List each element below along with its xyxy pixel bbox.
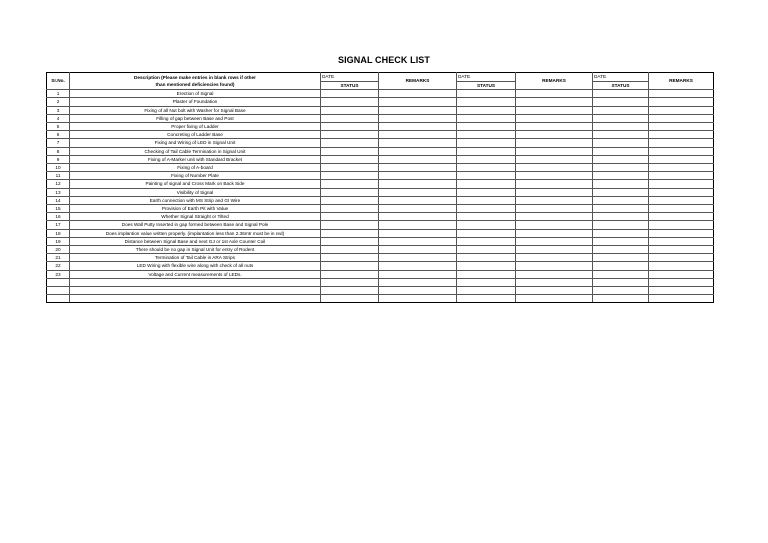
row-remarks-2[interactable] — [516, 262, 593, 270]
row-status-3[interactable] — [593, 155, 649, 163]
row-sr-no: 17 — [47, 221, 70, 229]
row-sr-no: 20 — [47, 246, 70, 254]
row-status-1[interactable] — [321, 131, 379, 139]
row-description: Whether Signal Straight or Tilted — [70, 213, 321, 221]
row-remarks-1[interactable] — [379, 262, 457, 270]
table-row — [47, 287, 714, 295]
row-status-3[interactable] — [593, 287, 649, 295]
row-status-1[interactable] — [321, 254, 379, 262]
row-remarks-1[interactable] — [379, 221, 457, 229]
row-sr-no: 2 — [47, 98, 70, 106]
row-remarks-3[interactable] — [649, 278, 714, 286]
table-row — [47, 131, 714, 139]
row-status-2[interactable] — [457, 98, 516, 106]
row-remarks-2[interactable] — [516, 164, 593, 172]
row-status-1[interactable] — [321, 123, 379, 131]
row-status-3[interactable] — [593, 205, 649, 213]
row-remarks-1[interactable] — [379, 295, 457, 303]
row-status-1[interactable] — [321, 114, 379, 122]
row-status-3[interactable] — [593, 98, 649, 106]
row-sr-no: 11 — [47, 172, 70, 180]
row-status-1[interactable] — [321, 295, 379, 303]
row-status-2[interactable] — [457, 229, 516, 237]
row-status-3[interactable] — [593, 237, 649, 245]
row-remarks-3[interactable] — [649, 139, 714, 147]
row-description: Fixing of all Nut bolt with Washer for Signal Base — [70, 106, 321, 114]
row-sr-no: 19 — [47, 237, 70, 245]
row-remarks-1[interactable] — [379, 278, 457, 286]
row-description: Concreting of Ladder Base — [70, 131, 321, 139]
table-row — [47, 229, 714, 237]
row-status-3[interactable] — [593, 139, 649, 147]
row-remarks-2[interactable] — [516, 123, 593, 131]
row-status-2[interactable] — [457, 106, 516, 114]
row-sr-no: 16 — [47, 213, 70, 221]
table-row — [47, 180, 714, 188]
row-remarks-1[interactable] — [379, 98, 457, 106]
row-sr-no: 4 — [47, 114, 70, 122]
row-status-2[interactable] — [457, 278, 516, 286]
row-status-1[interactable] — [321, 213, 379, 221]
row-remarks-2[interactable] — [516, 98, 593, 106]
row-remarks-2[interactable] — [516, 221, 593, 229]
row-sr-no — [47, 278, 70, 286]
table-row — [47, 270, 714, 278]
row-remarks-2[interactable] — [516, 213, 593, 221]
row-status-2[interactable] — [457, 287, 516, 295]
row-remarks-3[interactable] — [649, 123, 714, 131]
row-remarks-1[interactable] — [379, 254, 457, 262]
row-remarks-2[interactable] — [516, 90, 593, 98]
row-status-2[interactable] — [457, 147, 516, 155]
table-row — [47, 196, 714, 204]
row-status-3[interactable] — [593, 123, 649, 131]
row-status-1[interactable] — [321, 188, 379, 196]
row-status-3[interactable] — [593, 295, 649, 303]
row-status-2[interactable] — [457, 196, 516, 204]
row-description: Checking of Tail Cable Termination in Signal Unit — [70, 147, 321, 155]
row-remarks-2[interactable] — [516, 229, 593, 237]
table-row — [47, 155, 714, 163]
row-status-2[interactable] — [457, 295, 516, 303]
table-row — [47, 90, 714, 98]
row-remarks-1[interactable] — [379, 180, 457, 188]
row-status-3[interactable] — [593, 114, 649, 122]
row-remarks-3[interactable] — [649, 270, 714, 278]
row-description: LED Wiring with flexible wire along with check of all nuts — [70, 262, 321, 270]
row-description: Erection of Signal — [70, 90, 321, 98]
table-row — [47, 106, 714, 114]
row-sr-no: 7 — [47, 139, 70, 147]
table-row — [47, 172, 714, 180]
row-status-1[interactable] — [321, 90, 379, 98]
row-remarks-1[interactable] — [379, 155, 457, 163]
row-status-3[interactable] — [593, 188, 649, 196]
header-remarks-3: REMARKS — [649, 73, 714, 90]
row-remarks-3[interactable] — [649, 254, 714, 262]
row-status-1[interactable] — [321, 278, 379, 286]
row-status-3[interactable] — [593, 278, 649, 286]
row-status-1[interactable] — [321, 155, 379, 163]
row-status-2[interactable] — [457, 213, 516, 221]
row-remarks-2[interactable] — [516, 205, 593, 213]
row-remarks-3[interactable] — [649, 172, 714, 180]
row-remarks-1[interactable] — [379, 287, 457, 295]
row-remarks-2[interactable] — [516, 155, 593, 163]
table-row — [47, 205, 714, 213]
row-remarks-2[interactable] — [516, 114, 593, 122]
row-status-1[interactable] — [321, 229, 379, 237]
row-remarks-1[interactable] — [379, 205, 457, 213]
table-row — [47, 262, 714, 270]
row-sr-no — [47, 295, 70, 303]
row-description: Plaster of Foundation — [70, 98, 321, 106]
row-remarks-1[interactable] — [379, 172, 457, 180]
row-remarks-2[interactable] — [516, 139, 593, 147]
row-remarks-1[interactable] — [379, 188, 457, 196]
row-status-2[interactable] — [457, 139, 516, 147]
row-status-2[interactable] — [457, 90, 516, 98]
row-status-1[interactable] — [321, 287, 379, 295]
row-remarks-2[interactable] — [516, 196, 593, 204]
row-description: Fixing of Number Plate — [70, 172, 321, 180]
row-remarks-1[interactable] — [379, 114, 457, 122]
row-status-3[interactable] — [593, 213, 649, 221]
header-description — [70, 73, 321, 90]
row-remarks-1[interactable] — [379, 106, 457, 114]
header-remarks-1: REMARKS — [379, 73, 457, 90]
row-status-2[interactable] — [457, 237, 516, 245]
table-row — [47, 278, 714, 286]
row-description: Provision of Earth Pit with Value — [70, 205, 321, 213]
row-sr-no: 18 — [47, 229, 70, 237]
row-description: Voltage and Current measurements of LEDs. — [70, 270, 321, 278]
header-description-line1: Description (Please make entries in blank rows if other — [134, 74, 256, 80]
header-row-1 — [47, 73, 714, 82]
row-description: Fixing of A-board — [70, 164, 321, 172]
row-remarks-3[interactable] — [649, 229, 714, 237]
row-remarks-3[interactable] — [649, 90, 714, 98]
header-date-2: DATE — [457, 73, 516, 82]
header-status-3: STATUS — [593, 82, 649, 90]
row-description: Earth connection with MS Strip and GI Wire — [70, 196, 321, 204]
row-status-2[interactable] — [457, 205, 516, 213]
row-status-3[interactable] — [593, 246, 649, 254]
row-status-2[interactable] — [457, 180, 516, 188]
row-remarks-3[interactable] — [649, 237, 714, 245]
row-sr-no: 3 — [47, 106, 70, 114]
row-status-1[interactable] — [321, 246, 379, 254]
row-status-1[interactable] — [321, 139, 379, 147]
row-remarks-3[interactable] — [649, 188, 714, 196]
signal-check-list-table — [46, 72, 714, 303]
row-status-1[interactable] — [321, 262, 379, 270]
row-sr-no: 5 — [47, 123, 70, 131]
row-status-2[interactable] — [457, 246, 516, 254]
header-status-1: STATUS — [321, 82, 379, 90]
row-description: Distance between Signal Base and next GJ or 1st Axle Counter Coil — [70, 237, 321, 245]
row-description: Filling of gap between Base and Post — [70, 114, 321, 122]
row-sr-no: 9 — [47, 155, 70, 163]
row-remarks-2[interactable] — [516, 270, 593, 278]
table-row — [47, 139, 714, 147]
row-remarks-1[interactable] — [379, 123, 457, 131]
row-description: Does implantion value written properly. (implantation less than 2.36mtr must be in red) — [70, 229, 321, 237]
row-description: There should be no gap in Signal Unit for entry of Rodent — [70, 246, 321, 254]
row-remarks-3[interactable] — [649, 287, 714, 295]
row-remarks-3[interactable] — [649, 246, 714, 254]
table-row — [47, 254, 714, 262]
row-status-1[interactable] — [321, 164, 379, 172]
row-description: Does Wall Putty Inserted in gap formed between Base and Signal Pole — [70, 221, 321, 229]
table-row — [47, 237, 714, 245]
row-status-1[interactable] — [321, 221, 379, 229]
row-status-3[interactable] — [593, 164, 649, 172]
row-status-3[interactable] — [593, 90, 649, 98]
row-remarks-2[interactable] — [516, 278, 593, 286]
row-remarks-3[interactable] — [649, 155, 714, 163]
table-row — [47, 98, 714, 106]
row-status-2[interactable] — [457, 221, 516, 229]
row-remarks-3[interactable] — [649, 205, 714, 213]
row-status-2[interactable] — [457, 172, 516, 180]
row-status-2[interactable] — [457, 188, 516, 196]
row-sr-no: 1 — [47, 90, 70, 98]
row-remarks-3[interactable] — [649, 295, 714, 303]
row-description: Fixing of A-Marker unit with Standard Bracket — [70, 155, 321, 163]
row-status-3[interactable] — [593, 131, 649, 139]
row-remarks-3[interactable] — [649, 106, 714, 114]
row-description: Fixing and Wiring of LED in Signal Unit — [70, 139, 321, 147]
row-status-2[interactable] — [457, 114, 516, 122]
row-remarks-3[interactable] — [649, 98, 714, 106]
table-row — [47, 246, 714, 254]
row-sr-no: 8 — [47, 147, 70, 155]
row-remarks-3[interactable] — [649, 221, 714, 229]
row-status-2[interactable] — [457, 123, 516, 131]
row-status-3[interactable] — [593, 270, 649, 278]
row-status-1[interactable] — [321, 106, 379, 114]
row-status-3[interactable] — [593, 147, 649, 155]
row-remarks-1[interactable] — [379, 164, 457, 172]
row-sr-no: 21 — [47, 254, 70, 262]
row-remarks-2[interactable] — [516, 237, 593, 245]
row-remarks-2[interactable] — [516, 254, 593, 262]
table-row — [47, 188, 714, 196]
row-status-1[interactable] — [321, 237, 379, 245]
row-status-3[interactable] — [593, 229, 649, 237]
row-status-3[interactable] — [593, 254, 649, 262]
row-remarks-1[interactable] — [379, 246, 457, 254]
row-description — [70, 287, 321, 295]
table-row — [47, 213, 714, 221]
row-status-3[interactable] — [593, 221, 649, 229]
row-remarks-3[interactable] — [649, 114, 714, 122]
row-remarks-2[interactable] — [516, 147, 593, 155]
row-sr-no: 6 — [47, 131, 70, 139]
table-row — [47, 295, 714, 303]
row-status-1[interactable] — [321, 98, 379, 106]
table-row — [47, 221, 714, 229]
row-remarks-2[interactable] — [516, 131, 593, 139]
row-remarks-2[interactable] — [516, 180, 593, 188]
row-sr-no: 23 — [47, 270, 70, 278]
header-date-1: DATE — [321, 73, 379, 82]
row-sr-no — [47, 287, 70, 295]
row-sr-no: 22 — [47, 262, 70, 270]
row-sr-no: 12 — [47, 180, 70, 188]
row-status-1[interactable] — [321, 180, 379, 188]
row-remarks-1[interactable] — [379, 131, 457, 139]
row-status-2[interactable] — [457, 254, 516, 262]
row-remarks-1[interactable] — [379, 90, 457, 98]
row-remarks-3[interactable] — [649, 213, 714, 221]
row-sr-no: 13 — [47, 188, 70, 196]
header-date-3: DATE — [593, 73, 649, 82]
header-description-line2: than mentioned deficiencies found) — [155, 82, 235, 88]
row-description: Visibility of Signal — [70, 188, 321, 196]
page-title: SIGNAL CHECK LIST — [337, 55, 431, 65]
row-status-2[interactable] — [457, 131, 516, 139]
row-remarks-1[interactable] — [379, 213, 457, 221]
row-remarks-3[interactable] — [649, 131, 714, 139]
row-description: Painting of signal and Cross Mark on Back Side — [70, 180, 321, 188]
row-description: Proper fixing of Ladder — [70, 123, 321, 131]
row-remarks-1[interactable] — [379, 147, 457, 155]
row-remarks-3[interactable] — [649, 262, 714, 270]
row-remarks-2[interactable] — [516, 295, 593, 303]
row-status-3[interactable] — [593, 172, 649, 180]
row-status-2[interactable] — [457, 262, 516, 270]
row-sr-no: 14 — [47, 196, 70, 204]
row-remarks-1[interactable] — [379, 229, 457, 237]
row-status-2[interactable] — [457, 164, 516, 172]
row-remarks-2[interactable] — [516, 287, 593, 295]
row-status-1[interactable] — [321, 172, 379, 180]
row-status-3[interactable] — [593, 196, 649, 204]
row-status-3[interactable] — [593, 106, 649, 114]
row-remarks-2[interactable] — [516, 172, 593, 180]
row-status-1[interactable] — [321, 196, 379, 204]
row-remarks-3[interactable] — [649, 147, 714, 155]
row-remarks-1[interactable] — [379, 237, 457, 245]
row-description — [70, 278, 321, 286]
row-remarks-3[interactable] — [649, 196, 714, 204]
row-remarks-2[interactable] — [516, 188, 593, 196]
table-row — [47, 114, 714, 122]
row-remarks-3[interactable] — [649, 180, 714, 188]
row-status-1[interactable] — [321, 205, 379, 213]
table-row — [47, 147, 714, 155]
row-remarks-1[interactable] — [379, 139, 457, 147]
row-status-3[interactable] — [593, 262, 649, 270]
row-status-2[interactable] — [457, 270, 516, 278]
row-remarks-2[interactable] — [516, 246, 593, 254]
row-sr-no: 10 — [47, 164, 70, 172]
row-description: Termination of Tail Cable in ARA Strips — [70, 254, 321, 262]
row-status-2[interactable] — [457, 155, 516, 163]
table-row — [47, 164, 714, 172]
row-status-1[interactable] — [321, 270, 379, 278]
row-remarks-1[interactable] — [379, 270, 457, 278]
row-status-1[interactable] — [321, 147, 379, 155]
table-row — [47, 123, 714, 131]
row-remarks-3[interactable] — [649, 164, 714, 172]
row-sr-no: 15 — [47, 205, 70, 213]
header-sr-no: Sr.No. — [47, 73, 70, 90]
row-status-3[interactable] — [593, 180, 649, 188]
header-remarks-2: REMARKS — [516, 73, 593, 90]
row-description — [70, 295, 321, 303]
row-remarks-2[interactable] — [516, 106, 593, 114]
header-status-2: STATUS — [457, 82, 516, 90]
row-remarks-1[interactable] — [379, 196, 457, 204]
